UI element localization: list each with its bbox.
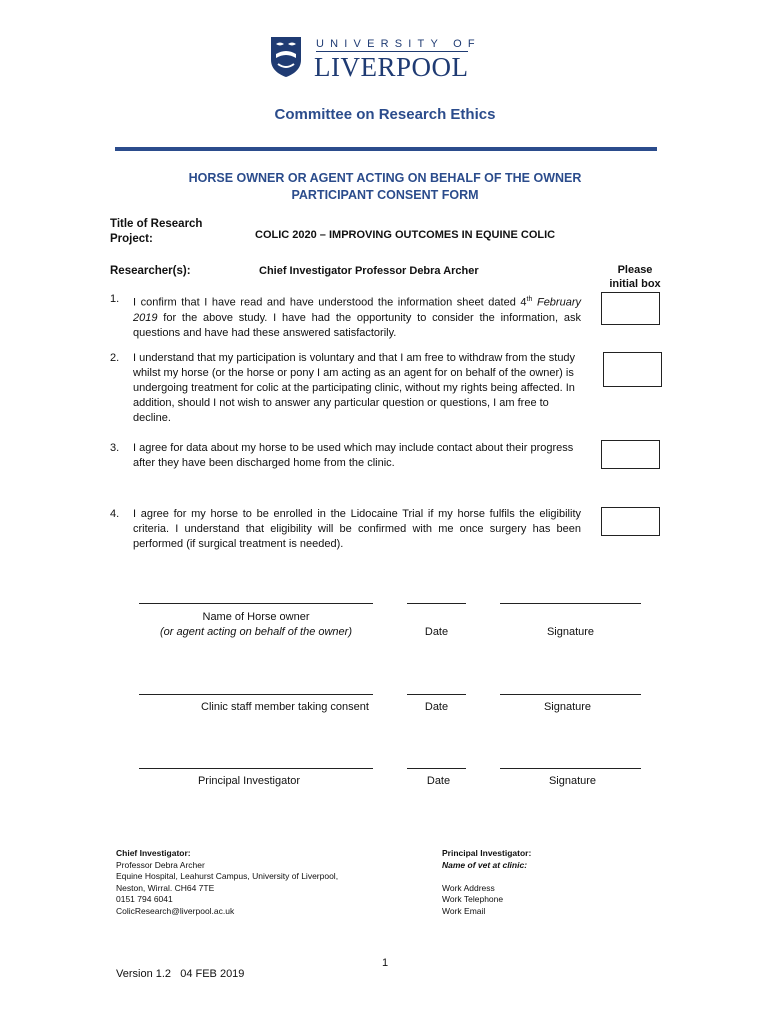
chief-line: Equine Hospital, Leahurst Campus, University of Liverpool, [116,871,339,881]
pi-signature-label: Signature [548,775,597,787]
clinic-signature-label: Signature [543,701,592,713]
chief-line: 0151 794 6041 [116,894,173,904]
statement-2-number: 2. [110,352,120,364]
principal-line: Work Email [442,905,486,916]
statement-1-part-a: I confirm that I have read and have understood the information sheet dated 4 [133,296,527,309]
project-label-line-2: Project: [110,233,153,245]
principal-spacer [442,871,642,883]
project-label [110,217,202,247]
initial-box-1[interactable] [601,292,660,325]
owner-label [139,610,373,640]
clinic-name-line[interactable] [139,694,373,695]
pi-date-line[interactable] [407,768,466,769]
initial-heading-line-1: Please [617,264,653,276]
initial-box-2[interactable] [603,352,662,387]
statement-3-number: 3. [110,442,120,454]
initial-box-3[interactable] [601,440,660,469]
chief-line: Neston, Wirral. CH64 7TE [116,882,215,893]
university-of-text: UNIVERSITY OF [316,38,481,50]
clinic-date-line[interactable] [407,694,466,695]
university-name: LIVERPOOL [314,52,469,82]
chief-line: Professor Debra Archer [116,859,205,870]
principal-line: Work Telephone [442,894,504,904]
owner-label-line-1: Name of Horse owner [202,611,310,623]
initial-box-heading [600,263,670,291]
owner-signature-label: Signature [546,626,595,638]
pi-label: Principal Investigator [197,775,301,787]
statement-1-text [133,292,581,341]
initial-heading-line-2: initial box [609,278,661,290]
initial-box-4[interactable] [601,507,660,536]
researcher-value: Chief Investigator Professor Debra Archer [259,265,479,277]
principal-line: Work Address [442,882,495,893]
form-title-line-1: HORSE OWNER OR AGENT ACTING ON BEHALF OF THE OWNER [188,171,582,185]
version-info: Version 1.2 04 FEB 2019 [116,968,245,980]
clinic-label: Clinic staff member taking consent [201,701,369,713]
project-label-line-1: Title of Research [110,218,203,230]
statement-3-text: I agree for data about my horse to be used which may include contact about their progress after they have been discharged home from the clinic. [133,442,574,469]
university-shield-logo [270,36,302,78]
principal-investigator-contact [442,848,642,917]
statement-1-date: February 2019 [133,296,581,324]
form-title-line-2: PARTICIPANT CONSENT FORM [291,188,479,202]
heading-rule [115,147,657,151]
principal-subheading: Name of vet at clinic: [442,859,528,870]
statement-1-part-b: for the above study. I have had the opportunity to consider the information, ask questions and have had these answered satisfactorily. [133,311,581,339]
statement-1-number: 1. [110,293,120,305]
owner-date-label: Date [424,626,449,638]
statement-4-number: 4. [110,508,120,520]
statement-2-text: I understand that my participation is voluntary and that I am free to withdraw from the study whilst my horse (or the horse or pony I am acting as an agent for on behalf of the owner) is undergoing treatment for colic at the participating clinic, without my rights being affected. In addition, should I not wish to answer any particular question or questions, I am free to decline. [133,352,576,424]
owner-label-line-2: (or agent acting on behalf of the owner) [159,626,352,638]
statement-1-sup: th [526,296,533,303]
owner-signature-line[interactable] [500,603,641,604]
project-value: COLIC 2020 – IMPROVING OUTCOMES IN EQUINE COLIC [255,229,556,241]
clinic-signature-line[interactable] [500,694,641,695]
pi-date-label: Date [426,775,451,787]
form-title [0,170,770,204]
researcher-label: Researcher(s): [110,265,191,277]
page-number: 1 [381,957,389,969]
pi-signature-line[interactable] [500,768,641,769]
principal-heading: Principal Investigator: [442,848,532,858]
chief-investigator-contact [116,848,396,917]
chief-heading: Chief Investigator: [116,848,191,858]
pi-name-line[interactable] [139,768,373,769]
statement-4-text: I agree for my horse to be enrolled in the Lidocaine Trial if my horse fulfils the eligibility criteria. I understand that eligibility will be confirmed with me once surgery has been performed (if surgical treatment is needed). [133,508,581,550]
chief-email: ColicResearch@liverpool.ac.uk [116,905,235,916]
clinic-date-label: Date [424,701,449,713]
owner-date-line[interactable] [407,603,466,604]
owner-name-line[interactable] [139,603,373,604]
committee-heading: Committee on Research Ethics [274,106,496,123]
